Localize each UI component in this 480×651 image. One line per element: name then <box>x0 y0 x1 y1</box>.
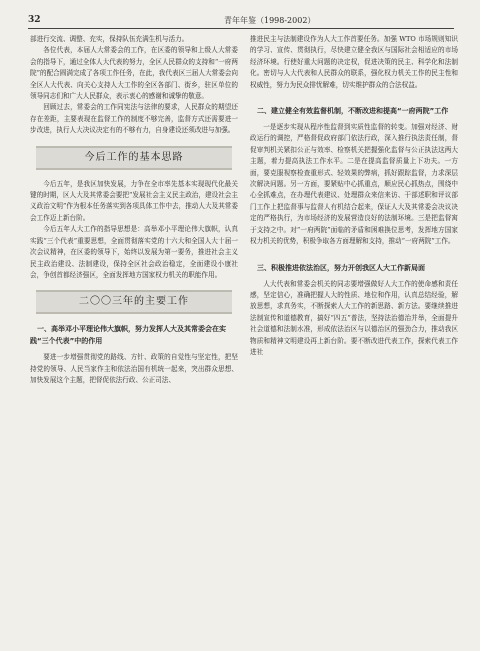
paragraph: 推进民主与法制建设作为人大工作首要任务。加强 WTO 市场规则知识的学习、宣传、贯彻执行，尽快建立健全我区与国际社会相适应的市场经济环境。行使好重大问题的决定权，促进决策的民主、科学化和法制化。密切与人大代表和人民群众的联系，强化权力机关工作的民主性和权威性，努力为民众排忧解难，切实维护群众的合法权益。 <box>250 35 458 89</box>
left-column <box>30 34 238 387</box>
right-column <box>250 34 458 358</box>
section-banner: 今后工作的基本思路 <box>36 146 232 170</box>
page-header <box>28 12 454 29</box>
spacer <box>250 248 458 254</box>
paragraph: 一是逐步实现从程序性监督到实质性监督的转变。加强对经济、财政运行的调控，严格督促政府部门依法行政，深入推行执法责任制，督促审判机关紧扣公正与效率、检察机关把握强化监督与公正执法这两大主题，着力提高执法工作水平。二是在提高监督质量上下功夫。一方面，要克服视察检查重形式、轻效果的弊病，抓好跟踪监督，力求深层次解决问题。另一方面，要紧贴中心抓重点，顺应民心抓热点，围绕中心全抓难点，在办理代表建议、处理群众来信来访、干部述职和评议部门工作上把监督事与监督人有机结合起来，保证人大及其常委会决议决定的严格执行，为市场经济的发展营造良好的法制环境。三是把监督寓于支持之中。对“一府两院”面临的矛盾和困难换位思考，发挥地方国家权力机关的优势，积极争取各方面理解和支持，推动“一府两院”工作。 <box>250 123 458 246</box>
spacer <box>250 91 458 97</box>
paragraph: 部进行交流、调整、充实，保持队伍充满生机与活力。 <box>30 35 189 43</box>
section-heading: 二、建立健全有效监督机制，不断改进和提高“一府两院”工作 <box>257 107 449 116</box>
section-banner: 二〇〇三年的主要工作 <box>36 290 232 314</box>
paragraph: 要进一步增强贯彻党的路线、方针、政策的自觉性与坚定性，把坚持党的领导、人民当家作主和依法治国有机统一起来，突出群众思想、加快发展这个主题，把督促依法行政、公正司法、 <box>30 353 238 385</box>
section-heading: 三、积极推进依法治区，努力开创我区人大工作新局面 <box>257 263 425 272</box>
paragraph: 各位代表，本届人大常委会的工作，在区委的领导和上级人大常委会的指导下，通过全体人大代表的努力，全区人民群众的支持和“一府两院”的配合圆满完成了各项工作任务，在此，我代表区三届人大常委会向全区人大代表、向关心支持人大工作的全区各部门、街乡，驻区单位的领导同志们和广大人民群众，表示衷心的感谢和诚挚的敬意。 <box>30 46 238 101</box>
paragraph: 今后五年人大工作的指导思想是：高举邓小平理论伟大旗帜，认真实践“三个代表”重要思想，全面贯彻落实党的十六大和全国人大十届一次会议精神，在区委的领导下，始终以发展为第一要务，推进社会主义民主政治建设、法制建设，保持全区社会政治稳定，全面建设小康社会，争创首都经济强区，全面发挥地方国家权力机关的职能作用。 <box>30 225 238 279</box>
paragraph: 回顾过去，常委会的工作同宪法与法律的要求，人民群众的期望还存在差距，主要表现在监督工作的制度不够完善，监督方式还需要进一步改进，执行人大决议决定有的不够有力，自身建设还须改进与加强。 <box>30 103 238 135</box>
page-number: 32 <box>28 15 41 25</box>
section-heading: 一、高举邓小平理论伟大旗帜，努力发挥人大及其常委会在实践“三个代表”中的作用 <box>30 325 226 346</box>
running-title: 青年年鉴（1998-2002） <box>224 16 316 25</box>
paragraph: 人大代表和常委会机关的同志要增强做好人大工作的使命感和责任感，坚定信心，准确把握人大的性质、地位和作用，认真总结经验，解放思想，求真务实，不断探索人大工作的新思路、新方法。要继续推进法制宣传和道德教育，搞好“四五”普法，坚持法治德治并举，全面提升社会道德和法制水准，形成依法治区与以德治区的强劲合力，推动我区物质和精神文明建设再上新台阶。要不断改进代表工作，探索代表工作进社 <box>250 279 458 356</box>
paragraph: 今后五年，是我区加快发展，力争在全市率先基本实现现代化最关键的时期，区人大及其常委会要把“发展社会主义民主政治，建设社会主义政治文明”作为根本任务落实到各项具体工作中去，推动人大及其常委会工作迈上新台阶。 <box>30 179 238 222</box>
